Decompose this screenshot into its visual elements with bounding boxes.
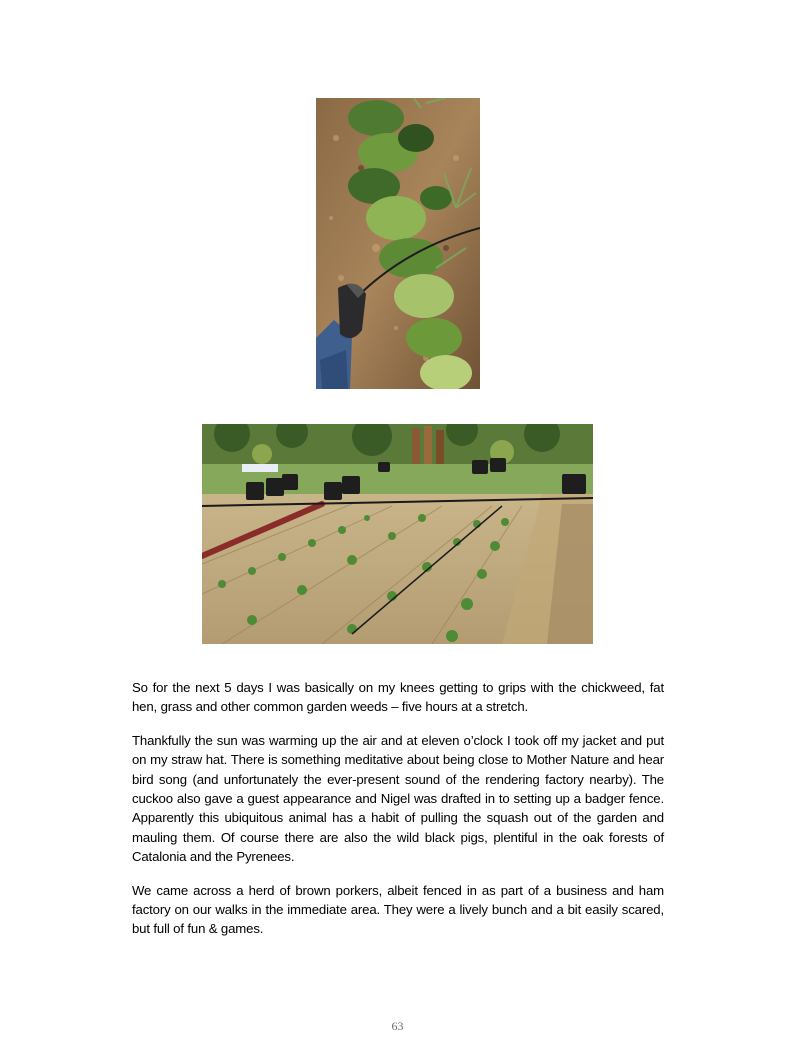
paragraph: So for the next 5 days I was basically on my knees getting to grips with the chickweed, fat hen, grass and other common garden weeds – five hours at a stretch. <box>132 680 664 715</box>
body-text <box>132 678 664 953</box>
garden-lettuce-boot-photo <box>316 98 480 389</box>
paragraph: We came across a herd of brown porkers, albeit fenced in as part of a business and ham factory on our walks in the immediate area. They were a lively bunch and a bit easily scared, but full of fun & games. <box>132 882 664 937</box>
page-number: 63 <box>391 1019 404 1033</box>
paragraph: Thankfully the sun was warming up the air and at eleven o’clock I took off my jacket and put on my straw hat. There is something meditative about being close to Mother Nature and hear bird song (and unfortunately the ever-present sound of the rendering factory nearby). The cuckoo also gave a guest appearance and Nigel was drafted in to setting up a badger fence. Apparently this ubiquitous animal has a habit of pulling the squash out of the garden and mauling them. Of course there are also the wild black pigs, plentiful in the oak forests of Catalonia and the Pyrenees. <box>132 732 664 865</box>
vegetable-rows-photo <box>202 424 593 644</box>
